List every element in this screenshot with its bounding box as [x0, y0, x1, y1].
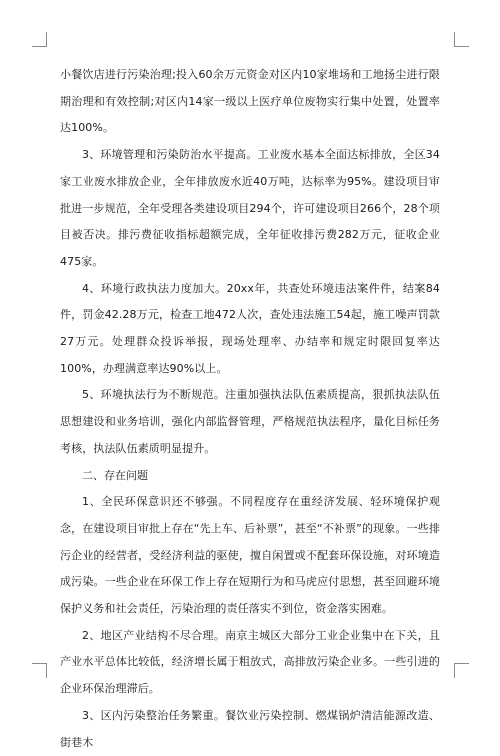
section-heading-problems: 二、存在问题 — [82, 468, 148, 482]
paragraph-problem-industry: 2、地区产业结构不尽合理。南京主城区大部分工业企业集中在下关，且产业水平总体比较低，经济增长属于粗放式，高排放污染企业多。一些引进的企业环保治理滞后。 — [60, 628, 440, 696]
paragraph-environment-management: 3、环境管理和污染防治水平提高。工业废水基本全面达标排放，全区34家工业废水排放企业，全年排放废水近40万吨，达标率为95%。建设项目审批进一步规范，全年受理各类建设项目294个，许可建设项目266个，28个项目被否决。排污费征收指标超额完成，全年征收排污费282万元，征收企业475家。 — [60, 148, 440, 268]
document-page — [60, 62, 440, 756]
crop-mark-top-left — [32, 32, 47, 47]
paragraph-law-enforcement: 4、环境行政执法力度加大。20xx年，共查处环境违法案件件，结案84件，罚金42.28万元，检查工地472人次，查处违法施工54起，施工噪声罚款27万元。处理群众投诉举报，现场处理率、办结率和规定时限回复率达100%，办理满意率达90%以上。 — [60, 281, 440, 375]
paragraph-enforcement-standard: 5、环境执法行为不断规范。注重加强执法队伍素质提高，狠抓执法队伍思想建设和业务培训，强化内部监督管理，严格规范执法程序，量化目标任务考核，执法队伍素质明显提升。 — [60, 388, 440, 455]
paragraph-problem-pollution: 3、区内污染整治任务繁重。餐饮业污染控制、燃煤锅炉清洁能源改造、街巷木 — [60, 708, 440, 749]
crop-mark-bottom-left — [32, 663, 47, 678]
crop-mark-top-right — [454, 32, 469, 47]
paragraph-problem-awareness: 1、全民环保意识还不够强。不同程度存在重经济发展、轻环境保护观念，在建设项目审批上存在“先上车、后补票”，甚至“不补票”的现象。一些排污企业的经营者，受经济利益的驱使，擅自闲置或不配套环保设施，对环境造成污染。一些企业在环保工作上存在短期行为和马虎应付思想，甚至回避环境保护义务和社会责任，污染治理的责任落实不到位，资金落实困难。 — [60, 495, 440, 616]
paragraph-continued: 小餐饮店进行污染治理;投入60余万元资金对区内10家堆场和工地扬尘进行限期治理和有效控制;对区内14家一级以上医疗单位废物实行集中处置，处置率达100%。 — [60, 68, 440, 135]
crop-mark-bottom-right — [454, 663, 469, 678]
